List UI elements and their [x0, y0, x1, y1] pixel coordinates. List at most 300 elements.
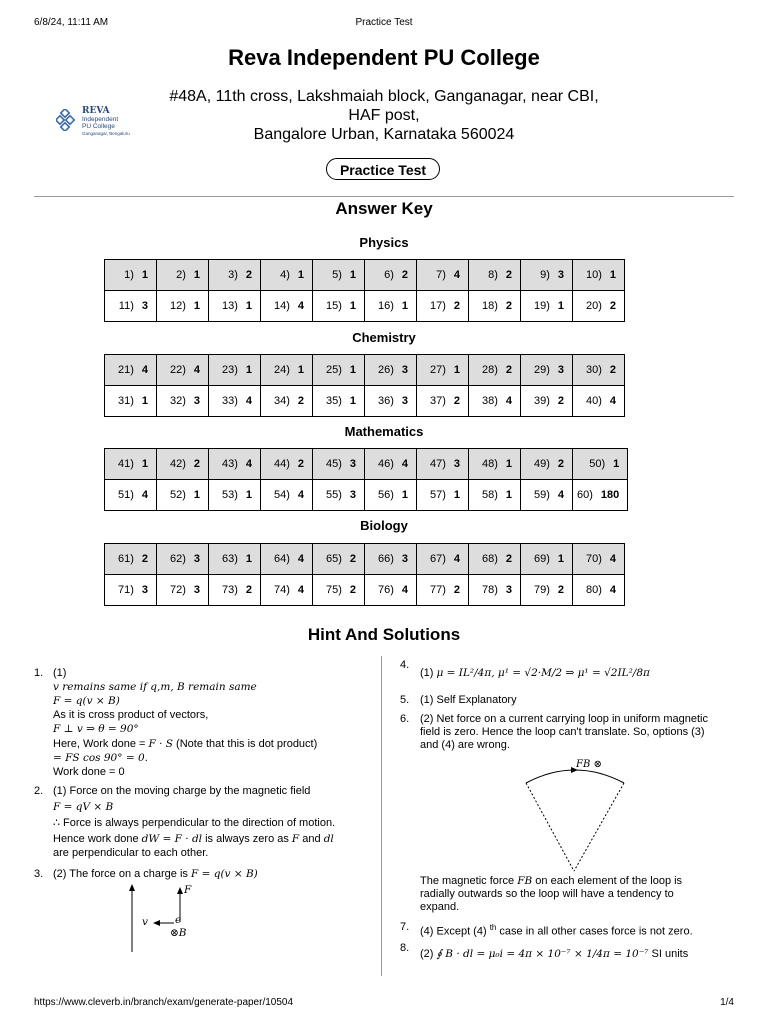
answer-value: 3 [453, 458, 460, 470]
answer-value: 1 [401, 489, 408, 501]
answer-value: 1 [245, 553, 252, 565]
answer-cell [157, 449, 209, 480]
answer-cell [365, 544, 417, 575]
question-number: 9) [540, 269, 550, 281]
answer-value: 2 [297, 458, 304, 470]
answer-cell [573, 449, 628, 480]
answer-cell [105, 260, 157, 291]
answer-key-title: Answer Key [335, 199, 433, 218]
answer-cell [417, 260, 469, 291]
answer-value: 1 [141, 458, 148, 470]
diagram-label-e: e [175, 914, 182, 926]
table-row [105, 575, 625, 606]
answer-cell [417, 355, 469, 386]
answer-value: 2 [453, 300, 460, 312]
answer-cell [469, 355, 521, 386]
solution-text: Hence work done dW = F · dl is always zero as F and dl [53, 833, 334, 845]
question-number: 50) [589, 458, 606, 470]
solution-text: Here, Work done = F · S (Note that this is dot product) [53, 738, 318, 750]
question-number: 55) [325, 489, 342, 501]
question-number: 14) [273, 300, 290, 312]
answer-value: 3 [349, 458, 356, 470]
question-number: 52) [169, 489, 186, 501]
question-number: 30) [585, 364, 602, 376]
question-number: 78) [481, 584, 498, 596]
answer-value: 1 [349, 300, 356, 312]
answer-value: 1 [557, 300, 564, 312]
answer-value: 3 [193, 553, 200, 565]
answer-cell [313, 544, 365, 575]
question-number: 64) [273, 553, 290, 565]
question-number: 7) [436, 269, 446, 281]
question-number: 63) [221, 553, 238, 565]
question-number: 62) [169, 553, 186, 565]
answer-cell [365, 291, 417, 322]
question-number: 72) [169, 584, 186, 596]
answer-cell [105, 386, 157, 417]
question-number: 42) [169, 458, 186, 470]
solution-text: (2) The force on a charge is F = q(v × B) [53, 868, 258, 880]
logo-text-reva: REVA [82, 106, 110, 116]
answer-cell [157, 480, 209, 511]
question-number: 27) [429, 364, 446, 376]
answer-cell [417, 544, 469, 575]
answer-value: 1 [505, 489, 512, 501]
answer-value: 4 [609, 584, 616, 596]
answer-cell [157, 575, 209, 606]
answer-value: 4 [557, 489, 564, 501]
question-number: 1) [124, 269, 134, 281]
question-number: 20) [585, 300, 602, 312]
answer-cell [261, 386, 313, 417]
table-row [105, 386, 625, 417]
table-row [105, 260, 625, 291]
solution-text: The magnetic force FB on each element of the loop is [420, 875, 683, 887]
answer-cell [469, 449, 521, 480]
question-number: 57) [429, 489, 446, 501]
answer-cell [209, 260, 261, 291]
question-number: 44) [273, 458, 290, 470]
answer-cell [573, 355, 625, 386]
question-number: 74) [273, 584, 290, 596]
answer-cell [209, 386, 261, 417]
question-number: 4) [280, 269, 290, 281]
solution-number: 1. [34, 667, 44, 679]
answer-value: 4 [141, 489, 148, 501]
question-number: 38) [481, 395, 498, 407]
answer-cell [573, 544, 625, 575]
answer-value: 1 [245, 489, 252, 501]
answer-value: 4 [297, 300, 304, 312]
answer-cell [313, 480, 365, 511]
question-number: 60) [577, 489, 593, 501]
solution-formula: F = qV × B [53, 801, 114, 813]
answer-cell [469, 480, 521, 511]
answer-cell [469, 260, 521, 291]
answer-value: 1 [245, 364, 252, 376]
address-line-3: Bangalore Urban, Karnataka 560024 [253, 126, 515, 143]
answer-cell [469, 544, 521, 575]
question-number: 32) [169, 395, 186, 407]
answer-cell [209, 544, 261, 575]
answer-cell [417, 291, 469, 322]
question-number: 17) [429, 300, 446, 312]
answer-value: 4 [193, 364, 200, 376]
answer-value: 2 [557, 458, 564, 470]
answer-value: 1 [297, 364, 304, 376]
solution-text: (2) Net force on a current carrying loop in uniform magnetic [420, 713, 708, 725]
answer-cell [261, 260, 313, 291]
question-number: 36) [377, 395, 394, 407]
answer-cell [417, 575, 469, 606]
address-line-1: #48A, 11th cross, Lakshmaiah block, Ganganagar, near CBI, [169, 88, 599, 105]
answer-value: 3 [401, 364, 408, 376]
answer-value: 4 [297, 584, 304, 596]
question-number: 75) [325, 584, 342, 596]
question-number: 5) [332, 269, 342, 281]
answer-cell [157, 291, 209, 322]
answer-cell [209, 355, 261, 386]
solution-number: 4. [400, 659, 410, 671]
answer-value: 3 [141, 584, 148, 596]
answer-cell [105, 291, 157, 322]
solution-text: v remains same if q,m, B remain same [53, 681, 257, 693]
table-row [105, 355, 625, 386]
solution-text: and (4) are wrong. [420, 739, 510, 751]
section-title-mathematics: Mathematics [344, 424, 424, 439]
solution-formula: (1) μ = IL²/4π, μ¹ = √2·M/2 ⇒ μ¹ = √2IL²/8π [420, 667, 650, 679]
answer-value: 4 [401, 584, 408, 596]
answer-cell [105, 449, 157, 480]
question-number: 28) [481, 364, 498, 376]
answer-value: 4 [297, 553, 304, 565]
answer-cell [521, 449, 573, 480]
question-number: 29) [533, 364, 550, 376]
question-number: 8) [488, 269, 498, 281]
answer-cell [469, 291, 521, 322]
answer-cell [105, 575, 157, 606]
question-number: 35) [325, 395, 342, 407]
question-number: 59) [533, 489, 550, 501]
answer-cell [573, 260, 625, 291]
answer-value: 2 [505, 300, 512, 312]
question-number: 3) [228, 269, 238, 281]
answer-value: 3 [557, 364, 564, 376]
question-number: 2) [176, 269, 186, 281]
question-number: 34) [273, 395, 290, 407]
answer-cell [469, 386, 521, 417]
solution-number: 2. [34, 785, 44, 797]
answer-cell [417, 449, 469, 480]
answer-cell [365, 355, 417, 386]
answer-cell [521, 544, 573, 575]
question-number: 13) [221, 300, 238, 312]
answer-value: 4 [453, 269, 460, 281]
solution-number: 7. [400, 921, 410, 933]
section-title-physics: Physics [359, 235, 409, 250]
solution-formula: (2) ∮ B · dl = μ₀i = 4π × 10⁻⁷ × 1/4π = 10⁻⁷ SI units [420, 948, 689, 960]
section-title-chemistry: Chemistry [352, 330, 416, 345]
question-number: 47) [429, 458, 446, 470]
question-number: 16) [377, 300, 394, 312]
question-number: 41) [117, 458, 134, 470]
answer-cell [365, 260, 417, 291]
solution-formula: = FS cos 90° = 0. [53, 752, 148, 764]
diagram-label-b: ⊗B [170, 927, 187, 939]
diagram-label-v: v [142, 916, 148, 928]
answer-value: 3 [401, 553, 408, 565]
answer-value: 2 [557, 395, 564, 407]
answer-value: 1 [193, 300, 200, 312]
diagram-label-fb: FB ⊗ [576, 759, 602, 770]
answer-cell [365, 386, 417, 417]
answer-cell [521, 260, 573, 291]
print-url: https://www.cleverb.in/branch/exam/generate-paper/10504 [34, 997, 294, 1008]
diagram-label-f: F [184, 884, 192, 896]
answer-cell [521, 575, 573, 606]
answer-value: 2 [609, 364, 616, 376]
answer-cell [573, 575, 625, 606]
answer-cell [261, 480, 313, 511]
answer-cell [261, 544, 313, 575]
answer-value: 1 [141, 269, 148, 281]
answer-value: 4 [297, 489, 304, 501]
answer-value: 1 [141, 395, 148, 407]
solution-text: Work done = 0 [53, 766, 125, 778]
answer-value: 2 [453, 584, 460, 596]
question-number: 77) [429, 584, 446, 596]
answer-cell [261, 355, 313, 386]
answer-cell [105, 355, 157, 386]
answer-value: 3 [193, 395, 200, 407]
hints-title: Hint And Solutions [307, 625, 461, 644]
question-number: 37) [429, 395, 446, 407]
answer-value: 1 [453, 364, 460, 376]
answer-value: 2 [505, 553, 512, 565]
question-number: 48) [481, 458, 498, 470]
question-number: 18) [481, 300, 498, 312]
question-number: 65) [325, 553, 342, 565]
answer-cell [157, 386, 209, 417]
question-number: 11) [118, 300, 134, 312]
question-number: 70) [585, 553, 602, 565]
answer-value: 4 [505, 395, 512, 407]
answer-cell [365, 575, 417, 606]
column-divider [381, 656, 382, 976]
answer-value: 2 [453, 395, 460, 407]
answer-value: 4 [141, 364, 148, 376]
answer-value: 2 [557, 584, 564, 596]
answer-cell [209, 291, 261, 322]
solution-text: are perpendicular to each other. [53, 847, 209, 859]
answer-value: 2 [349, 584, 356, 596]
answer-value: 2 [193, 458, 200, 470]
answer-cell [261, 291, 313, 322]
answer-cell [365, 480, 417, 511]
question-number: 54) [273, 489, 290, 501]
answer-value: 1 [349, 269, 356, 281]
answer-cell [573, 291, 625, 322]
answer-value: 3 [401, 395, 408, 407]
question-number: 69) [533, 553, 550, 565]
question-number: 6) [384, 269, 394, 281]
answer-value: 3 [141, 300, 148, 312]
answer-value: 3 [557, 269, 564, 281]
answer-cell [157, 544, 209, 575]
question-number: 31) [117, 395, 134, 407]
question-number: 40) [585, 395, 602, 407]
question-number: 39) [533, 395, 550, 407]
page-number: 1/4 [720, 997, 734, 1008]
answer-cell [313, 575, 365, 606]
answer-cell [417, 386, 469, 417]
college-name: Reva Independent PU College [228, 45, 540, 70]
answer-cell [261, 449, 313, 480]
question-number: 56) [377, 489, 394, 501]
answer-cell [261, 575, 313, 606]
question-number: 19) [533, 300, 550, 312]
table-row [105, 480, 628, 511]
solution-formula: F = q(v × B) [53, 695, 120, 707]
section-title-biology: Biology [360, 518, 408, 533]
answer-cell [157, 260, 209, 291]
answer-value: 4 [453, 553, 460, 565]
force-diagram [110, 882, 210, 954]
question-number: 24) [273, 364, 290, 376]
answer-value: 3 [505, 584, 512, 596]
table-row [105, 544, 625, 575]
question-number: 58) [481, 489, 498, 501]
question-number: 49) [533, 458, 550, 470]
solution-text: expand. [420, 901, 460, 913]
divider [34, 196, 734, 197]
answer-cell [313, 386, 365, 417]
table-row [105, 449, 628, 480]
answer-cell [313, 260, 365, 291]
solution-text: ∴ Force is always perpendicular to the direction of motion. [53, 817, 336, 829]
solution-text: (4) Except (4) $^{th}$ case in all other cases force is not zero. [420, 923, 693, 938]
answer-cell [521, 355, 573, 386]
question-number: 66) [377, 553, 394, 565]
question-number: 68) [481, 553, 498, 565]
print-datetime: 6/8/24, 11:11 AM [34, 17, 109, 28]
answer-value: 2 [297, 395, 304, 407]
question-number: 43) [221, 458, 238, 470]
answer-value: 2 [245, 584, 252, 596]
solution-number: 6. [400, 713, 410, 725]
solution-text: field is zero. Hence the loop can't translate. So, options (3) [420, 726, 705, 738]
question-number: 80) [585, 584, 602, 596]
answer-value: 3 [193, 584, 200, 596]
answer-value: 3 [349, 489, 356, 501]
question-number: 23) [221, 364, 238, 376]
answer-cell [573, 480, 628, 511]
answer-value: 1 [453, 489, 460, 501]
answer-value: 1 [297, 269, 304, 281]
solution-text: (1) Force on the moving charge by the magnetic field [53, 785, 311, 797]
answer-cell [417, 480, 469, 511]
question-number: 73) [221, 584, 238, 596]
answer-table-physics [104, 259, 625, 322]
answer-value: 1 [349, 364, 356, 376]
answer-value: 1 [557, 553, 564, 565]
answer-value: 4 [609, 553, 616, 565]
answer-value: 4 [401, 458, 408, 470]
question-number: 45) [325, 458, 342, 470]
answer-cell [105, 544, 157, 575]
question-number: 71) [117, 584, 134, 596]
loop-diagram [520, 755, 640, 875]
answer-value: 1 [193, 489, 200, 501]
answer-value: 2 [505, 364, 512, 376]
answer-cell [313, 449, 365, 480]
answer-cell [157, 355, 209, 386]
answer-value: 4 [245, 395, 252, 407]
question-number: 25) [325, 364, 342, 376]
address-line-2: HAF post, [348, 107, 420, 124]
answer-cell [365, 449, 417, 480]
answer-value: 1 [245, 300, 252, 312]
answer-value: 4 [609, 395, 616, 407]
answer-cell [209, 575, 261, 606]
answer-value: 2 [505, 269, 512, 281]
solution-text: (1) Self Explanatory [420, 694, 517, 706]
answer-table-mathematics [104, 448, 628, 511]
answer-cell [573, 386, 625, 417]
answer-value: 1 [609, 269, 616, 281]
print-title: Practice Test [355, 17, 413, 28]
question-number: 15) [325, 300, 342, 312]
solution-number: 3. [34, 868, 44, 880]
answer-value: 1 [505, 458, 512, 470]
question-number: 79) [533, 584, 550, 596]
answer-value: 2 [401, 269, 408, 281]
question-number: 53) [221, 489, 238, 501]
answer-cell [521, 291, 573, 322]
answer-table-chemistry [104, 354, 625, 417]
question-number: 67) [429, 553, 446, 565]
answer-value: 2 [141, 553, 148, 565]
solution-text: As it is cross product of vectors, [53, 709, 209, 721]
question-number: 33) [221, 395, 238, 407]
question-number: 12) [169, 300, 186, 312]
answer-cell [521, 386, 573, 417]
answer-value: 2 [609, 300, 616, 312]
answer-cell [521, 480, 573, 511]
answer-value: 4 [245, 458, 252, 470]
table-row [105, 291, 625, 322]
answer-value: 2 [349, 553, 356, 565]
solution-text: (1) [53, 667, 67, 679]
logo-text-sub: Independent PU College Ganganagar, Bengaluru [82, 116, 130, 136]
question-number: 76) [377, 584, 394, 596]
question-number: 51) [117, 489, 134, 501]
answer-value: 1 [193, 269, 200, 281]
question-number: 21) [117, 364, 134, 376]
answer-value: 1 [401, 300, 408, 312]
answer-value: 2 [245, 269, 252, 281]
answer-cell [105, 480, 157, 511]
solution-text: radially outwards so the loop will have a tendency to [420, 888, 674, 900]
solution-number: 5. [400, 694, 410, 706]
solution-formula: F ⊥ v ⇒ θ = 90° [53, 723, 139, 735]
question-number: 61) [117, 553, 134, 565]
answer-cell [469, 575, 521, 606]
solution-number: 8. [400, 942, 410, 954]
question-number: 22) [169, 364, 186, 376]
answer-table-biology [104, 543, 625, 606]
answer-cell [313, 355, 365, 386]
